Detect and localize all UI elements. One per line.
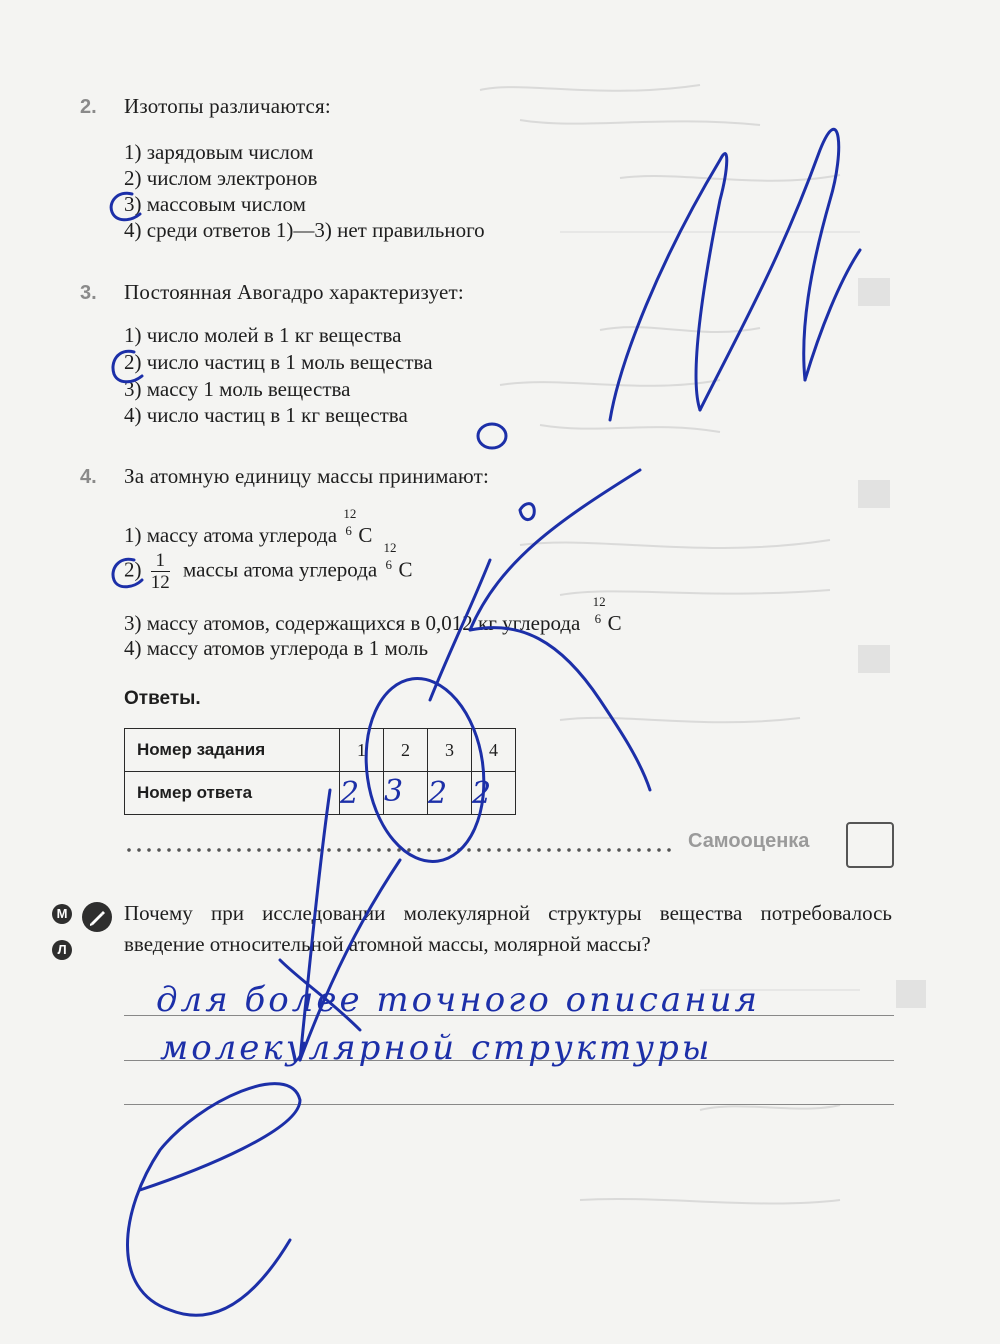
task-number-cell: 4	[472, 729, 516, 772]
q2-option-1: 1) зарядовым числом	[124, 140, 314, 164]
handwritten-answer-4: 2	[472, 776, 492, 811]
q3-option-3: 3) массу 1 моль вещества	[124, 377, 351, 401]
isotope-mass-number: 12	[592, 594, 606, 609]
question-3-text: Постоянная Авогадро характеризует:	[124, 280, 464, 304]
q4-option-1-text: 1) массу атома углерода	[124, 523, 338, 547]
badge-l-icon: Л	[52, 940, 72, 960]
handwritten-answer-2: 3	[384, 774, 404, 809]
q4-option-2	[124, 540, 413, 593]
fraction-one-twelfth	[151, 550, 170, 593]
isotope-mass-number: 12	[343, 506, 357, 521]
q4-option-3-text: 3) массу атомов, содержащихся в 0,012 кг углерода	[124, 611, 581, 635]
fraction-denominator: 12	[150, 572, 170, 593]
fraction-numerator: 1	[151, 550, 170, 572]
q3-option-1: 1) число молей в 1 кг вещества	[124, 323, 402, 347]
isotope-charge-number: 6	[345, 523, 352, 538]
handwritten-answer-line-2: молекулярной структуры	[160, 1028, 713, 1068]
q3-option-4: 4) число частиц в 1 кг вещества	[124, 403, 408, 427]
question-3-number: 3.	[80, 282, 97, 304]
q4-option-4: 4) массу атомов углерода в 1 моль	[124, 636, 429, 660]
self-assessment-box[interactable]	[846, 822, 894, 868]
dotted-divider	[124, 847, 674, 853]
carbon-isotope-notation	[592, 594, 608, 630]
self-assessment-label: Самооценка	[688, 830, 810, 852]
row-header-answer: Номер ответа	[125, 772, 340, 815]
task-number-cell: 1	[340, 729, 384, 772]
row-header-task: Номер задания	[125, 729, 340, 772]
q2-option-4: 4) среди ответов 1)—3) нет правильного	[124, 218, 485, 242]
question-4-text: За атомную единицу массы принимают:	[124, 464, 490, 488]
isotope-symbol: C	[398, 557, 413, 582]
q2-option-2: 2) числом электронов	[124, 166, 318, 190]
answers-label: Ответы.	[124, 688, 201, 709]
pen-icon	[82, 902, 112, 932]
question-4-number: 4.	[80, 466, 97, 488]
isotope-mass-number: 12	[383, 540, 397, 556]
table-row	[125, 729, 516, 772]
answer-line-3	[124, 1104, 894, 1105]
scribble-loop	[128, 1084, 301, 1316]
final-question-text: Почему при исследовании молекулярной структуры вещества потребовалось введение относительной атомной массы, молярной массы?	[124, 901, 892, 956]
q4-option-1	[124, 506, 373, 548]
isotope-symbol: C	[607, 611, 622, 635]
scribble-dot-stroke	[520, 504, 534, 520]
scribble-stroke	[805, 250, 860, 380]
isotope-symbol: C	[358, 523, 373, 547]
q4-option-2-text: массы атома углерода	[183, 557, 378, 582]
scribble-stroke	[700, 129, 839, 410]
handwritten-answer-1: 2	[340, 776, 360, 811]
question-2-text: Изотопы различаются:	[124, 94, 331, 118]
carbon-isotope-notation	[382, 540, 398, 576]
task-number-cell: 2	[384, 729, 428, 772]
question-2-number: 2.	[80, 96, 97, 118]
badge-m-icon: М	[52, 904, 72, 924]
pen-glyph	[82, 902, 112, 932]
scribble-stroke	[610, 154, 727, 420]
isotope-charge-number: 6	[385, 557, 392, 573]
q4-option-3	[124, 594, 622, 636]
answers-table	[124, 728, 516, 815]
carbon-isotope-notation	[342, 506, 358, 542]
q3-option-2: 2) число частиц в 1 моль вещества	[124, 350, 433, 374]
q4-option-2-prefix: 2)	[124, 557, 142, 582]
handwritten-answer-line-1: для более точного описания	[156, 980, 761, 1020]
task-number-cell: 3	[428, 729, 472, 772]
handwritten-answer-3: 2	[428, 776, 448, 811]
table-row	[125, 772, 516, 815]
scribble-dot	[478, 424, 506, 448]
isotope-charge-number: 6	[594, 611, 602, 626]
q2-option-3: 3) массовым числом	[124, 192, 306, 216]
